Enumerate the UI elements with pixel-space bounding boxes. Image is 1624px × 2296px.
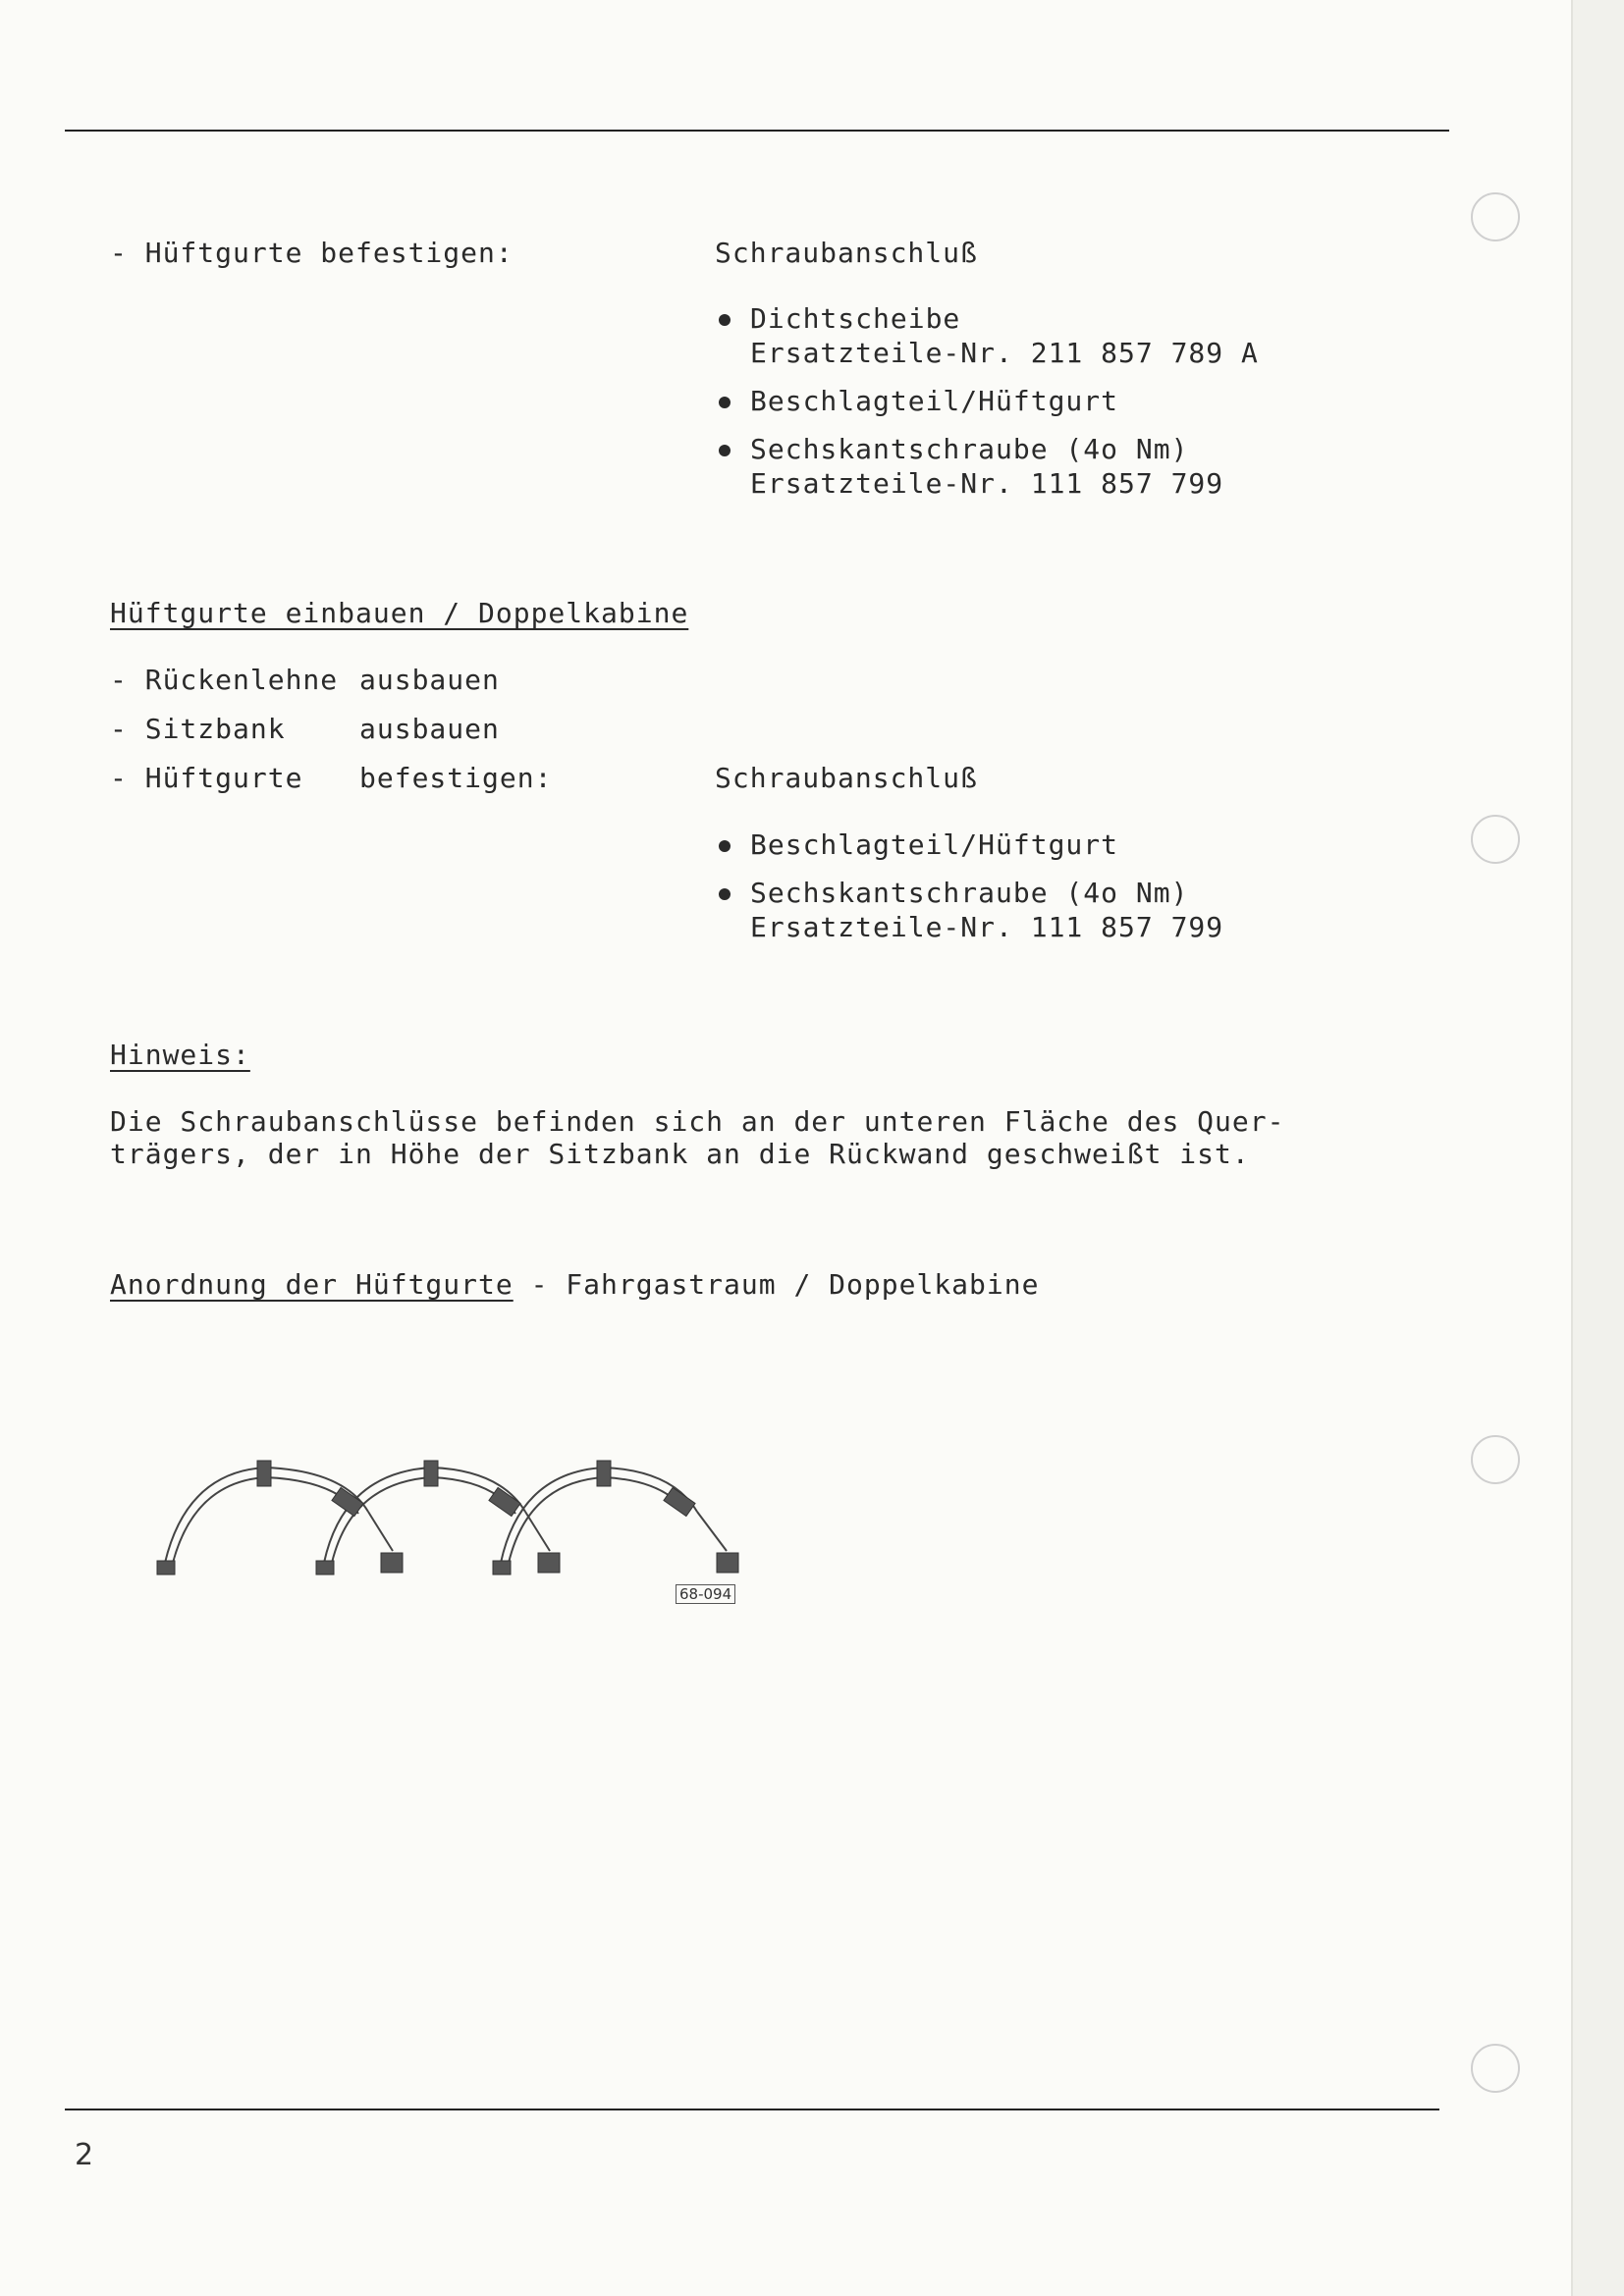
step-action: befestigen:: [359, 762, 553, 794]
section-heading-doppelkabine: Hüftgurte einbauen / Doppelkabine: [110, 597, 689, 629]
bullet-icon: [719, 445, 731, 456]
part-beschlagteil: Beschlagteil/Hüftgurt: [750, 828, 1119, 861]
part-number: Ersatzteile-Nr. 111 857 799: [750, 467, 1224, 500]
bullet-icon: [719, 840, 731, 852]
figure-caption-title: Anordnung der Hüftgurte: [110, 1268, 514, 1301]
bullet-icon: [719, 397, 731, 408]
part-beschlagteil: Beschlagteil/Hüftgurt: [750, 385, 1119, 417]
punch-hole: [1471, 815, 1520, 864]
page-edge: [1571, 0, 1624, 2296]
part-number: Ersatzteile-Nr. 111 857 799: [750, 911, 1224, 943]
punch-hole: [1471, 1435, 1520, 1484]
figure-caption-rest: - Fahrgastraum / Doppelkabine: [513, 1268, 1040, 1301]
part-sechskantschraube: Sechskantschraube (4o Nm): [750, 433, 1189, 465]
punch-hole: [1471, 192, 1520, 241]
punch-hole: [1471, 2044, 1520, 2093]
schraubanschluss-heading: Schraubanschluß: [715, 762, 978, 794]
step-action: ausbauen: [359, 664, 500, 696]
note-text-line: trägers, der in Höhe der Sitzbank an die Rückwand geschweißt ist.: [110, 1138, 1250, 1170]
header-rule: [65, 130, 1449, 132]
note-text-line: Die Schraubanschlüsse befinden sich an der unteren Fläche des Quer-: [110, 1105, 1285, 1138]
schraubanschluss-heading: Schraubanschluß: [715, 237, 978, 269]
step-action: ausbauen: [359, 713, 500, 745]
step-label: - Rückenlehne: [110, 664, 339, 696]
figure-reference-number: 68-094: [676, 1584, 735, 1604]
figure-caption: [110, 1268, 1039, 1302]
bullet-icon: [719, 888, 731, 900]
step-label: - Hüftgurte: [110, 762, 303, 794]
note-heading: Hinweis:: [110, 1039, 250, 1071]
part-sechskantschraube: Sechskantschraube (4o Nm): [750, 877, 1189, 909]
step-huftgurte-befestigen: - Hüftgurte befestigen:: [110, 237, 514, 269]
page-number: 2: [75, 2138, 94, 2172]
part-number: Ersatzteile-Nr. 211 857 789 A: [750, 337, 1259, 369]
step-label: - Sitzbank: [110, 713, 286, 745]
footer-rule: [65, 2109, 1439, 2110]
bullet-icon: [719, 314, 731, 326]
part-dichtscheibe: Dichtscheibe: [750, 302, 961, 335]
